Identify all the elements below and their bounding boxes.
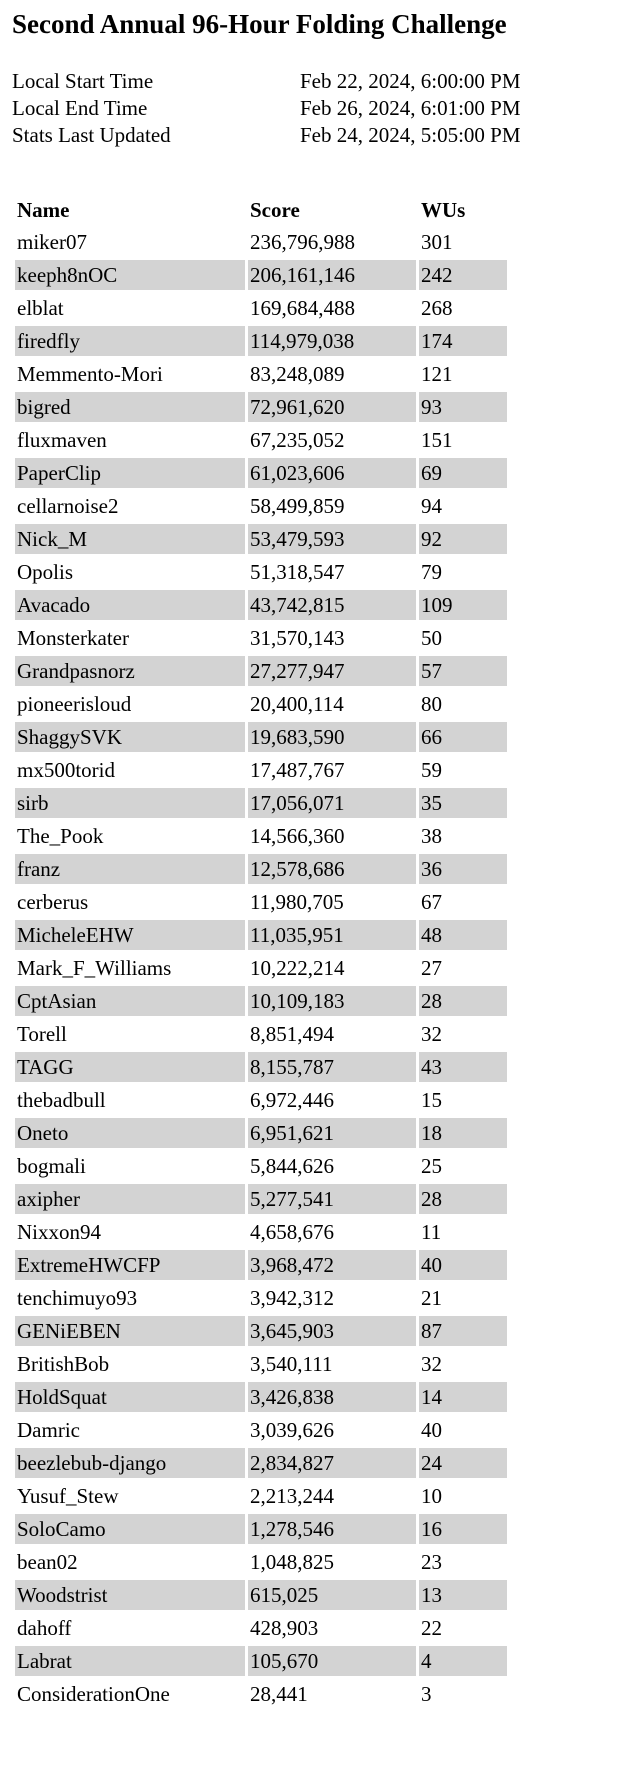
cell-wus: 15 xyxy=(421,1087,442,1112)
cell-name: miker07 xyxy=(17,229,87,254)
table-row xyxy=(15,1217,507,1247)
table-row xyxy=(15,1547,507,1577)
cell-score: 615,025 xyxy=(248,1580,416,1610)
cell-score: 14,566,360 xyxy=(250,823,345,848)
cell-name: fluxmaven xyxy=(17,427,107,452)
table-row xyxy=(15,1283,507,1313)
table-row xyxy=(15,590,507,620)
cell-name: PaperClip xyxy=(15,458,245,488)
cell-wus: 268 xyxy=(421,295,453,320)
cell-name: Woodstrist xyxy=(15,1580,245,1610)
table-row xyxy=(15,1052,507,1082)
cell-wus: 67 xyxy=(421,889,442,914)
cell-wus: 24 xyxy=(419,1448,507,1478)
cell-wus: 94 xyxy=(421,493,442,518)
cell-wus: 35 xyxy=(419,788,507,818)
cell-score: 3,540,111 xyxy=(250,1351,333,1376)
cell-wus: 32 xyxy=(421,1351,442,1376)
cell-name: Mark_F_Williams xyxy=(17,955,172,980)
cell-wus: 28 xyxy=(419,986,507,1016)
cell-score: 105,670 xyxy=(248,1646,416,1676)
table-row xyxy=(15,326,507,356)
cell-wus: 14 xyxy=(419,1382,507,1412)
table-row xyxy=(15,1250,507,1280)
cell-name: TAGG xyxy=(15,1052,245,1082)
cell-wus: 242 xyxy=(419,260,507,290)
challenge-info-body xyxy=(12,68,521,149)
table-row xyxy=(15,1019,507,1049)
cell-name: thebadbull xyxy=(17,1087,106,1112)
table-row xyxy=(15,821,507,851)
cell-name: Labrat xyxy=(15,1646,245,1676)
cell-name: ConsiderationOne xyxy=(17,1681,170,1706)
cell-score: 27,277,947 xyxy=(248,656,416,686)
table-row xyxy=(15,920,507,950)
table-row xyxy=(15,359,507,389)
cell-score: 3,942,312 xyxy=(250,1285,334,1310)
challenge-info-row xyxy=(12,95,521,122)
cell-name: Torell xyxy=(17,1021,67,1046)
table-row xyxy=(15,524,507,554)
cell-wus: 21 xyxy=(421,1285,442,1310)
table-row xyxy=(15,722,507,752)
cell-score: 236,796,988 xyxy=(250,229,355,254)
cell-score: 6,951,621 xyxy=(248,1118,416,1148)
cell-wus: 40 xyxy=(421,1417,442,1442)
cell-wus: 3 xyxy=(421,1681,432,1706)
cell-name: Opolis xyxy=(17,559,74,584)
challenge-info-value: Feb 22, 2024, 6:00:00 PM xyxy=(300,69,521,94)
cell-wus: 79 xyxy=(421,559,442,584)
table-row xyxy=(15,755,507,785)
cell-score: 28,441 xyxy=(250,1681,308,1706)
cell-score: 58,499,859 xyxy=(250,493,345,518)
challenge-info-value: Feb 24, 2024, 5:05:00 PM xyxy=(300,123,521,148)
cell-wus: 59 xyxy=(421,757,442,782)
cell-score: 20,400,114 xyxy=(250,691,344,716)
column-header-wus: WUs xyxy=(421,197,466,222)
cell-name: GENiEBEN xyxy=(15,1316,245,1346)
table-row xyxy=(15,1349,507,1379)
cell-score: 19,683,590 xyxy=(248,722,416,752)
cell-wus: 92 xyxy=(419,524,507,554)
cell-name: Monsterkater xyxy=(17,625,129,650)
cell-wus: 28 xyxy=(419,1184,507,1214)
table-row xyxy=(15,1316,507,1346)
table-row xyxy=(15,854,507,884)
cell-name: MicheleEHW xyxy=(15,920,245,950)
leaderboard-body xyxy=(15,227,507,1709)
table-row xyxy=(15,887,507,917)
cell-name: cellarnoise2 xyxy=(17,493,119,518)
cell-name: cerberus xyxy=(17,889,89,914)
cell-name: CptAsian xyxy=(15,986,245,1016)
cell-wus: 25 xyxy=(421,1153,442,1178)
table-row xyxy=(15,557,507,587)
cell-score: 3,968,472 xyxy=(248,1250,416,1280)
cell-name: Nick_M xyxy=(15,524,245,554)
cell-wus: 32 xyxy=(421,1021,442,1046)
cell-score: 428,903 xyxy=(250,1615,319,1640)
cell-name: bean02 xyxy=(17,1549,78,1574)
cell-wus: 22 xyxy=(421,1615,442,1640)
cell-wus: 69 xyxy=(419,458,507,488)
cell-name: HoldSquat xyxy=(15,1382,245,1412)
cell-wus: 80 xyxy=(421,691,442,716)
cell-wus: 301 xyxy=(421,229,453,254)
table-row xyxy=(15,1151,507,1181)
cell-name: axipher xyxy=(15,1184,245,1214)
cell-wus: 10 xyxy=(421,1483,442,1508)
cell-wus: 18 xyxy=(419,1118,507,1148)
cell-wus: 13 xyxy=(419,1580,507,1610)
cell-wus: 121 xyxy=(421,361,453,386)
cell-wus: 40 xyxy=(419,1250,507,1280)
table-row xyxy=(15,227,507,257)
cell-score: 10,109,183 xyxy=(248,986,416,1016)
cell-name: Avacado xyxy=(15,590,245,620)
table-row xyxy=(15,1415,507,1445)
cell-name: bigred xyxy=(15,392,245,422)
cell-score: 2,834,827 xyxy=(248,1448,416,1478)
table-row xyxy=(15,1481,507,1511)
cell-name: Grandpasnorz xyxy=(15,656,245,686)
cell-wus: 23 xyxy=(421,1549,442,1574)
cell-score: 4,658,676 xyxy=(250,1219,334,1244)
cell-name: elblat xyxy=(17,295,64,320)
cell-score: 53,479,593 xyxy=(248,524,416,554)
cell-name: Memmento-Mori xyxy=(17,361,163,386)
challenge-info-label: Local End Time xyxy=(12,96,148,121)
challenge-info-row xyxy=(12,122,521,149)
table-row xyxy=(15,1580,507,1610)
cell-score: 12,578,686 xyxy=(248,854,416,884)
cell-wus: 57 xyxy=(419,656,507,686)
table-row xyxy=(15,1646,507,1676)
table-row xyxy=(15,1514,507,1544)
cell-score: 11,980,705 xyxy=(250,889,344,914)
cell-wus: 48 xyxy=(419,920,507,950)
table-row xyxy=(15,1118,507,1148)
cell-name: keeph8nOC xyxy=(15,260,245,290)
cell-name: dahoff xyxy=(17,1615,72,1640)
cell-name: ExtremeHWCFP xyxy=(15,1250,245,1280)
cell-name: ShaggySVK xyxy=(15,722,245,752)
cell-wus: 38 xyxy=(421,823,442,848)
table-row xyxy=(15,1184,507,1214)
cell-score: 72,961,620 xyxy=(248,392,416,422)
table-row xyxy=(15,1085,507,1115)
table-row xyxy=(15,623,507,653)
table-row xyxy=(15,293,507,323)
column-header-score: Score xyxy=(250,197,300,222)
column-header-name: Name xyxy=(17,197,70,222)
cell-wus: 109 xyxy=(419,590,507,620)
table-row xyxy=(15,491,507,521)
cell-score: 61,023,606 xyxy=(248,458,416,488)
cell-wus: 43 xyxy=(419,1052,507,1082)
cell-name: bogmali xyxy=(17,1153,86,1178)
cell-score: 1,278,546 xyxy=(248,1514,416,1544)
cell-name: mx500torid xyxy=(17,757,115,782)
cell-score: 17,056,071 xyxy=(248,788,416,818)
table-row xyxy=(15,1382,507,1412)
cell-score: 5,277,541 xyxy=(248,1184,416,1214)
cell-name: sirb xyxy=(15,788,245,818)
table-row xyxy=(15,986,507,1016)
table-row xyxy=(15,1613,507,1643)
cell-name: BritishBob xyxy=(17,1351,110,1376)
cell-score: 17,487,767 xyxy=(250,757,345,782)
cell-score: 3,645,903 xyxy=(248,1316,416,1346)
challenge-info-value: Feb 26, 2024, 6:01:00 PM xyxy=(300,96,521,121)
cell-wus: 50 xyxy=(421,625,442,650)
cell-score: 43,742,815 xyxy=(248,590,416,620)
cell-score: 1,048,825 xyxy=(250,1549,334,1574)
table-row xyxy=(15,953,507,983)
cell-score: 6,972,446 xyxy=(250,1087,334,1112)
cell-wus: 11 xyxy=(421,1219,442,1244)
challenge-info-table xyxy=(12,68,521,149)
cell-wus: 87 xyxy=(419,1316,507,1346)
cell-wus: 16 xyxy=(419,1514,507,1544)
leaderboard-header-row xyxy=(15,196,507,224)
cell-wus: 4 xyxy=(419,1646,507,1676)
table-row xyxy=(15,656,507,686)
cell-name: pioneerisloud xyxy=(17,691,132,716)
cell-score: 5,844,626 xyxy=(250,1153,334,1178)
table-row xyxy=(15,689,507,719)
cell-name: Nixxon94 xyxy=(17,1219,101,1244)
cell-name: Damric xyxy=(17,1417,80,1442)
leaderboard-header xyxy=(15,196,507,224)
cell-name: Yusuf_Stew xyxy=(17,1483,119,1508)
cell-name: Oneto xyxy=(15,1118,245,1148)
cell-name: The_Pook xyxy=(17,823,104,848)
table-row xyxy=(15,788,507,818)
cell-score: 31,570,143 xyxy=(250,625,345,650)
challenge-info-label: Local Start Time xyxy=(12,69,154,94)
cell-wus: 93 xyxy=(419,392,507,422)
cell-score: 3,426,838 xyxy=(248,1382,416,1412)
cell-score: 206,161,146 xyxy=(248,260,416,290)
cell-score: 67,235,052 xyxy=(250,427,345,452)
table-row xyxy=(15,1448,507,1478)
cell-name: tenchimuyo93 xyxy=(17,1285,138,1310)
cell-wus: 36 xyxy=(419,854,507,884)
cell-name: beezlebub-django xyxy=(15,1448,245,1478)
cell-score: 51,318,547 xyxy=(250,559,345,584)
cell-score: 11,035,951 xyxy=(248,920,416,950)
cell-score: 10,222,214 xyxy=(250,955,345,980)
challenge-info-label: Stats Last Updated xyxy=(12,123,171,148)
table-row xyxy=(15,392,507,422)
cell-wus: 174 xyxy=(419,326,507,356)
cell-score: 3,039,626 xyxy=(250,1417,334,1442)
cell-score: 83,248,089 xyxy=(250,361,345,386)
cell-name: firedfly xyxy=(15,326,245,356)
cell-wus: 27 xyxy=(421,955,442,980)
leaderboard-table xyxy=(12,193,510,1712)
cell-wus: 151 xyxy=(421,427,453,452)
page-title: Second Annual 96-Hour Folding Challenge xyxy=(12,9,507,39)
cell-name: franz xyxy=(15,854,245,884)
table-row xyxy=(15,260,507,290)
cell-score: 2,213,244 xyxy=(250,1483,334,1508)
table-row xyxy=(15,458,507,488)
challenge-info-row xyxy=(12,68,521,95)
cell-name: SoloCamo xyxy=(15,1514,245,1544)
cell-wus: 66 xyxy=(419,722,507,752)
cell-score: 8,851,494 xyxy=(250,1021,334,1046)
cell-score: 169,684,488 xyxy=(250,295,355,320)
table-row xyxy=(15,1679,507,1709)
table-row xyxy=(15,425,507,455)
cell-score: 8,155,787 xyxy=(248,1052,416,1082)
cell-score: 114,979,038 xyxy=(248,326,416,356)
